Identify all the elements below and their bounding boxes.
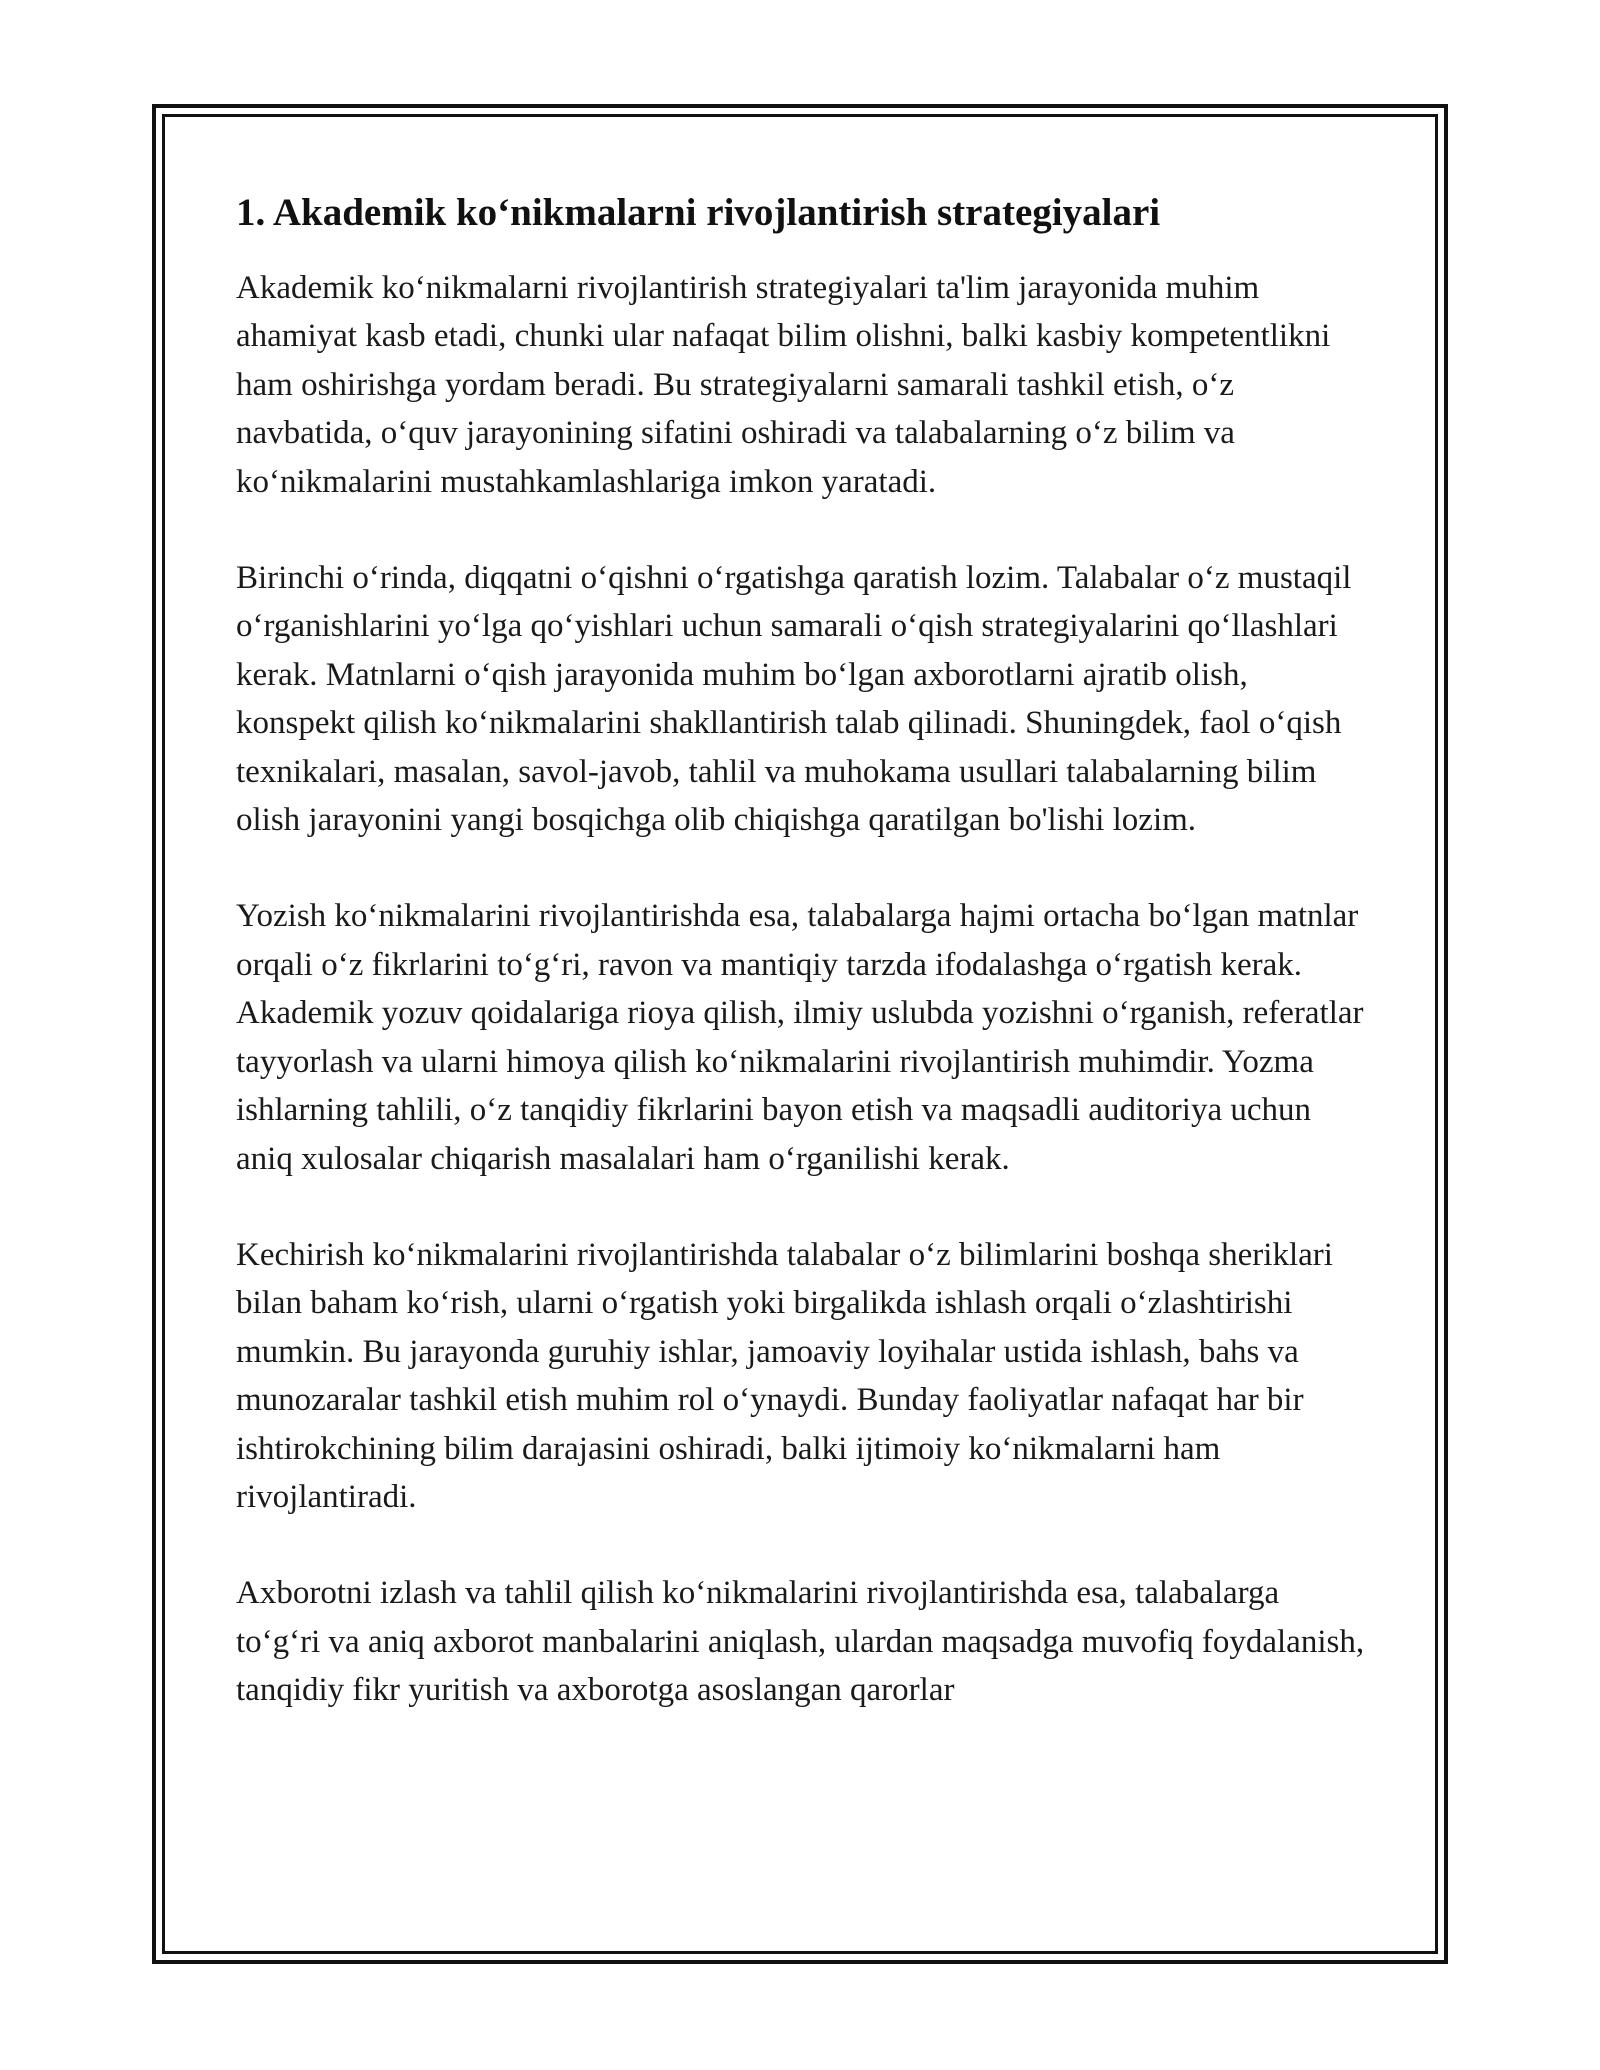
paragraph-1: Akademik ko‘nikmalarni rivojlantirish strategiyalari ta'lim jarayonida muhim ahamiyat kasb etadi, chunki ular nafaqat bilim olishni, balki kasbiy kompetentlikni ham oshirishga yordam beradi. Bu strategiyalarni samarali tashkil etish, o‘z navbatida, o‘quv jarayonining sifatini oshiradi va talabalarning o‘z bilim va ko‘nikmalarini mustahkamlashlariga imkon yaratadi. (236, 270, 1331, 500)
section-heading: 1. Akademik ko‘nikmalarni rivojlantirish strategiyalari (236, 191, 1161, 234)
paragraph-5: Axborotni izlash va tahlil qilish ko‘nikmalarini rivojlantirishda esa, talabalarga to‘g‘ri va aniq axborot manbalarini aniqlash, ulardan maqsadga muvofiq foydalanish, tanqidiy fikr yuritish va axborotga asoslangan qarorlar (236, 1575, 1365, 1709)
paragraph-3: Yozish ko‘nikmalarini rivojlantirishda esa, talabalarga hajmi ortacha bo‘lgan matnlar orqali o‘z fikrlarini to‘g‘ri, ravon va mantiqiy tarzda ifodalashga o‘rgatish kerak. Akademik yozuv qoidalariga rioya qilish, ilmiy uslubda yozishni o‘rganish, referatlar tayyorlash va ularni himoya qilish ko‘nikmalarini rivojlantirish muhimdir. Yozma ishlarning tahlili, o‘z tanqidiy fikrlarini bayon etish va maqsadli auditoriya uchun aniq xulosalar chiqarish masalalari ham o‘rganilishi kerak. (236, 898, 1364, 1177)
document-body (236, 188, 1371, 1715)
paragraph-2: Birinchi o‘rinda, diqqatni o‘qishni o‘rgatishga qaratish lozim. Talabalar o‘z mustaqil o‘rganishlarini yo‘lga qo‘yishlari uchun samarali o‘qish strategiyalarini qo‘llashlari kerak. Matnlarni o‘qish jarayonida muhim bo‘lgan axborotlarni ajratib olish, konspekt qilish ko‘nikmalarini shakllantirish talab qilinadi. Shuningdek, faol o‘qish texnikalari, masalan, savol-javob, tahlil va muhokama usullari talabalarning bilim olish jarayonini yangi bosqichga olib chiqishga qaratilgan bo'lishi lozim. (236, 560, 1352, 839)
paragraph-4: Kechirish ko‘nikmalarini rivojlantirishda talabalar o‘z bilimlarini boshqa sheriklari bilan baham ko‘rish, ularni o‘rgatish yoki birgalikda ishlash orqali o‘zlashtirishi mumkin. Bu jarayonda guruhiy ishlar, jamoaviy loyihalar ustida ishlash, bahs va munozaralar tashkil etish muhim rol o‘ynaydi. Bunday faoliyatlar nafaqat har bir ishtirokchining bilim darajasini oshiradi, balki ijtimoiy ko‘nikmalarni ham rivojlantiradi. (236, 1236, 1333, 1515)
